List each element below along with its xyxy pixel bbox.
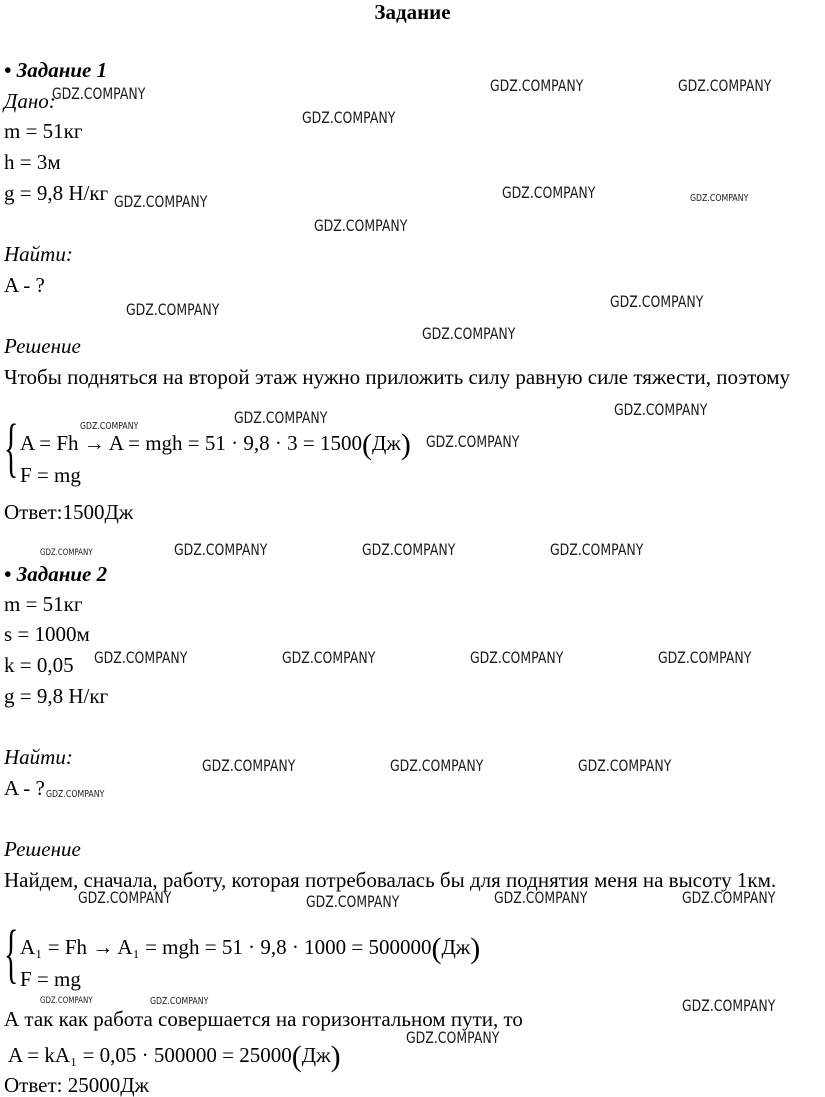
watermark: GDZ.COMPANY	[422, 324, 516, 343]
watermark: GDZ.COMPANY	[150, 996, 209, 1007]
watermark: GDZ.COMPANY	[490, 76, 584, 95]
watermark: GDZ.COMPANY	[52, 84, 146, 103]
task1-given-height: h = 3м	[4, 150, 61, 174]
watermark: GDZ.COMPANY	[80, 421, 139, 432]
watermark: GDZ.COMPANY	[578, 756, 672, 775]
watermark: GDZ.COMPANY	[682, 888, 776, 907]
task1-system-brace: {	[4, 411, 19, 484]
watermark: GDZ.COMPANY	[470, 648, 564, 667]
watermark: GDZ.COMPANY	[302, 108, 396, 127]
watermark: GDZ.COMPANY	[282, 648, 376, 667]
watermark: GDZ.COMPANY	[126, 300, 220, 319]
task1-given-mass: m = 51кг	[4, 119, 83, 143]
watermark: GDZ.COMPANY	[426, 432, 520, 451]
watermark: GDZ.COMPANY	[78, 888, 172, 907]
task2-solution-label: Решение	[4, 837, 81, 861]
task2-given-gravity: g = 9,8 Н/кг	[4, 684, 109, 708]
task2-equation-1: A₁ = Fh → A₁ = mgh = 51 · 9,8 · 1000 = 500000(Дж)	[20, 932, 481, 965]
task1-equation-1: A = Fh → A = mgh = 51 · 9,8 · 3 = 1500(Дж)	[20, 428, 411, 461]
watermark: GDZ.COMPANY	[406, 1028, 500, 1047]
watermark: GDZ.COMPANY	[314, 216, 408, 235]
watermark: GDZ.COMPANY	[658, 648, 752, 667]
watermark: GDZ.COMPANY	[46, 789, 105, 800]
watermark: GDZ.COMPANY	[614, 400, 708, 419]
task2-equation-2: F = mg	[20, 967, 81, 991]
task2-equation-3: A = kA₁ = 0,05 · 500000 = 25000(Дж)	[8, 1040, 341, 1073]
task2-system-brace: {	[4, 917, 19, 990]
task1-solution-text: Чтобы подняться на второй этаж нужно приложить силу равную силе тяжести, поэтому	[4, 365, 791, 389]
task1-solution-label: Решение	[4, 334, 81, 358]
watermark: GDZ.COMPANY	[610, 292, 704, 311]
task2-find: A - ?	[4, 776, 45, 800]
watermark: GDZ.COMPANY	[94, 648, 188, 667]
task1-heading: • Задание 1	[4, 58, 108, 82]
task1-given-label: Дано:	[4, 89, 56, 113]
task2-heading: • Задание 2	[4, 562, 108, 586]
watermark: GDZ.COMPANY	[114, 192, 208, 211]
watermark: GDZ.COMPANY	[390, 756, 484, 775]
task1-find-label: Найти:	[4, 242, 73, 266]
task1-equation-2: F = mg	[20, 463, 81, 487]
watermark: GDZ.COMPANY	[40, 996, 93, 1006]
task1-given-gravity: g = 9,8 Н/кг	[4, 181, 109, 205]
watermark: GDZ.COMPANY	[174, 540, 268, 559]
watermark: GDZ.COMPANY	[362, 540, 456, 559]
watermark: GDZ.COMPANY	[502, 183, 596, 202]
task2-find-label: Найти:	[4, 745, 73, 769]
task1-answer: Ответ:1500Дж	[4, 500, 134, 524]
task2-solution-text: Найдем, сначала, работу, которая потребовалась бы для поднятия меня на высоту 1км.	[4, 868, 777, 892]
watermark: GDZ.COMPANY	[682, 996, 776, 1015]
watermark: GDZ.COMPANY	[678, 76, 772, 95]
task1-find: A - ?	[4, 273, 45, 297]
watermark: GDZ.COMPANY	[234, 408, 328, 427]
watermark: GDZ.COMPANY	[40, 548, 93, 558]
task2-given-mass: m = 51кг	[4, 592, 83, 616]
watermark: GDZ.COMPANY	[690, 193, 749, 204]
watermark: GDZ.COMPANY	[202, 756, 296, 775]
task2-text-horizontal: А так как работа совершается на горизонтальном пути, то	[4, 1007, 523, 1031]
task2-answer: Ответ: 25000Дж	[4, 1073, 150, 1097]
page-title: Задание	[374, 0, 451, 24]
watermark: GDZ.COMPANY	[550, 540, 644, 559]
task2-given-coefficient: k = 0,05	[4, 653, 74, 677]
watermark: GDZ.COMPANY	[494, 888, 588, 907]
task2-given-distance: s = 1000м	[4, 622, 90, 646]
watermark: GDZ.COMPANY	[306, 892, 400, 911]
